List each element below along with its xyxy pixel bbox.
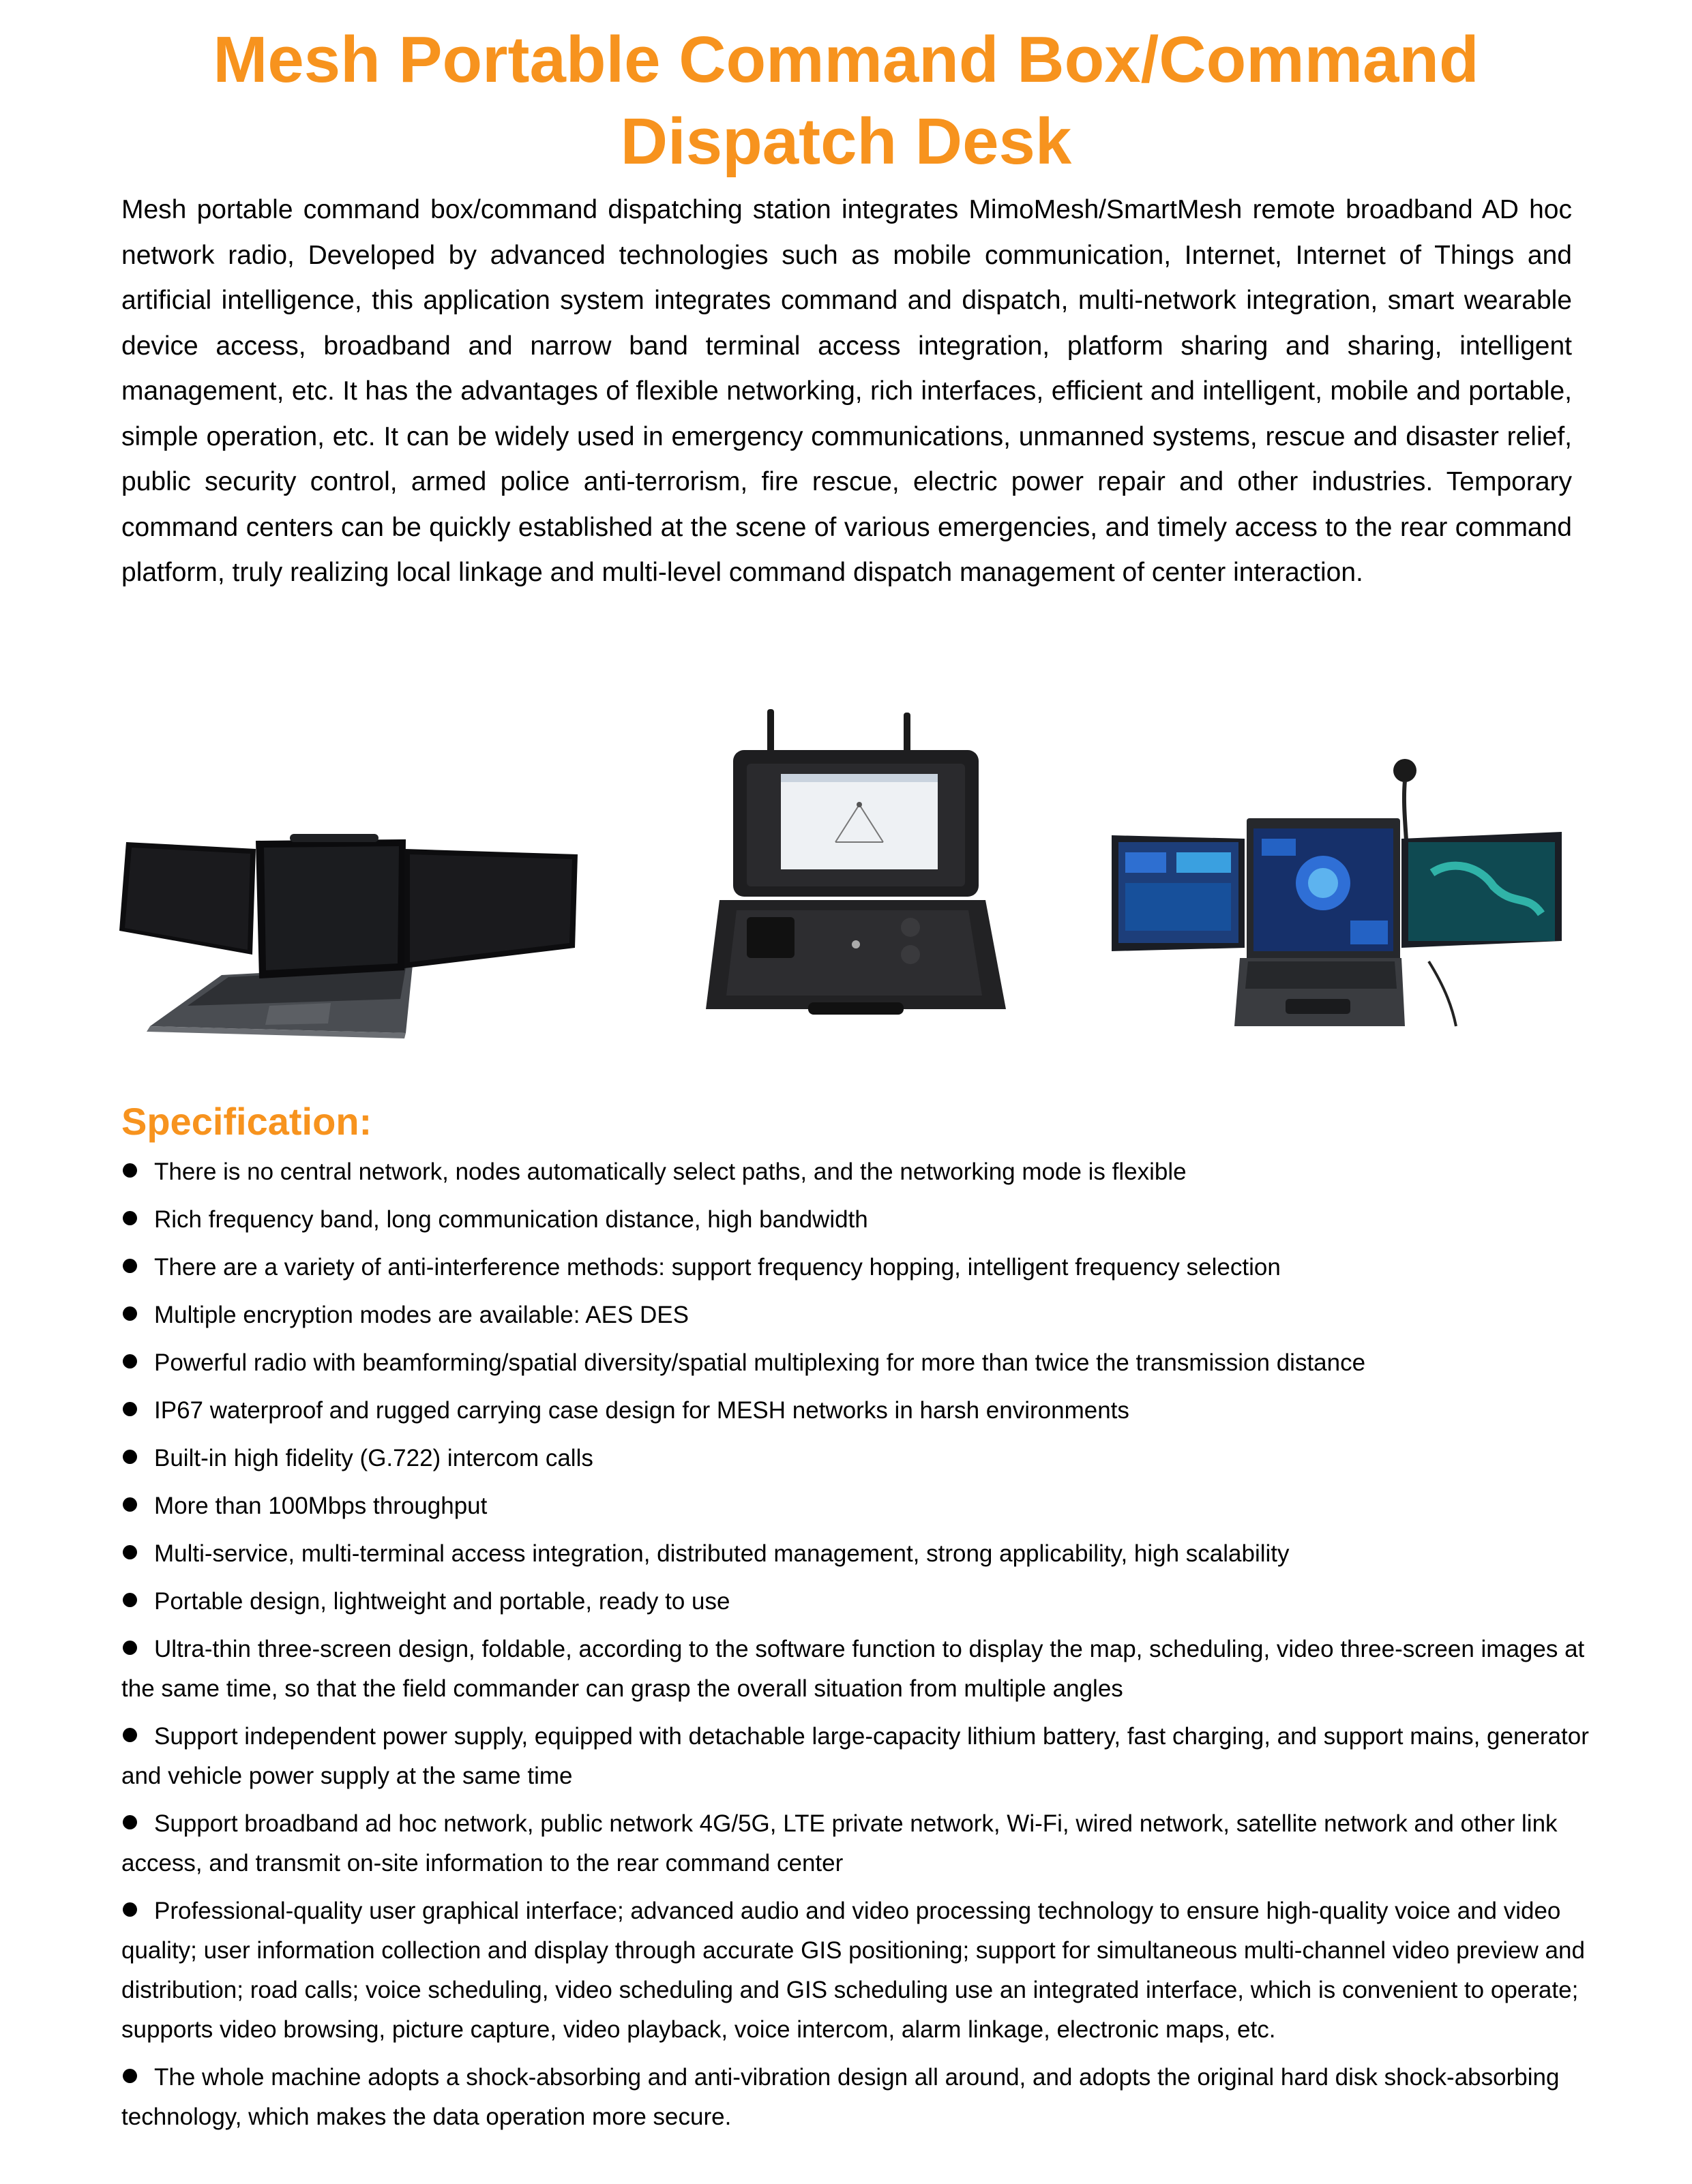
list-item — [121, 1804, 1594, 1883]
list-item — [121, 1891, 1594, 2050]
spec-text: The whole machine adopts a shock-absorbing and anti-vibration design all around, and adopts the original hard disk shock-absorbing technology, which makes the data operation more secure. — [121, 2064, 1560, 2130]
bullet-icon — [123, 1902, 137, 1917]
bullet-icon — [123, 1450, 137, 1464]
specification-list — [121, 1152, 1594, 2145]
list-item — [121, 1296, 1594, 1335]
bullet-icon — [123, 1728, 137, 1742]
spec-text: Support broadband ad hoc network, public network 4G/5G, LTE private network, Wi-Fi, wired network, satellite network and other link access, and transmit on-site information to the rear command center — [121, 1810, 1558, 1876]
spec-text: Powerful radio with beamforming/spatial diversity/spatial multiplexing for more than twice the transmission distance — [154, 1349, 1366, 1376]
laptop-with-microphone-image — [1112, 757, 1562, 1033]
spec-text: More than 100Mbps throughput — [154, 1493, 488, 1519]
list-item — [121, 1391, 1594, 1431]
spec-text: Ultra-thin three-screen design, foldable, according to the software function to display the map, scheduling, video three-screen images at the same time, so that the field commander can grasp the overall situation from multiple angles — [121, 1636, 1585, 1702]
spec-text: Rich frequency band, long communication distance, high bandwidth — [154, 1206, 868, 1233]
three-screen-laptop-image — [119, 822, 583, 1040]
list-item — [121, 1152, 1594, 1192]
list-item — [121, 1717, 1594, 1796]
intro-paragraph: Mesh portable command box/command dispatching station integrates MimoMesh/SmartMesh remote broadband AD hoc network radio, Developed by advanced technologies such as mobile communication, Internet, Internet of Things and artificial intelligence, this application system integrates command and dispatch, multi-network integration, smart wearable device access, broadband and narrow band terminal access integration, platform sharing and sharing, intelligent management, etc. It has the advantages of flexible networking, rich interfaces, efficient and intelligent, mobile and portable, simple operation, etc. It can be widely used in emergency communications, unmanned systems, rescue and disaster relief, public security control, armed police anti-terrorism, fire rescue, electric power repair and other industries. Temporary command centers can be quickly established at the scene of various emergencies, and timely access to the rear command platform, truly realizing local linkage and multi-level command dispatch management of center interaction. — [121, 195, 1572, 587]
list-item — [121, 1439, 1594, 1478]
spec-text: Multiple encryption modes are available: AES DES — [154, 1302, 689, 1328]
bullet-icon — [123, 1497, 137, 1512]
spec-text: IP67 waterproof and rugged carrying case design for MESH networks in harsh environments — [154, 1397, 1129, 1424]
spec-text: Multi-service, multi-terminal access integration, distributed management, strong applicability, high scalability — [154, 1540, 1290, 1567]
bullet-icon — [123, 1354, 137, 1368]
list-item — [121, 1630, 1594, 1709]
spec-text: There is no central network, nodes automatically select paths, and the networking mode is flexible — [154, 1158, 1187, 1185]
list-item — [121, 1200, 1594, 1240]
bullet-icon — [123, 1211, 137, 1225]
bullet-icon — [123, 1306, 137, 1321]
list-item — [121, 1343, 1594, 1383]
command-box-case-image — [706, 709, 1040, 1030]
spec-text: Support independent power supply, equipped with detachable large-capacity lithium battery, fast charging, and support mains, generator and vehicle power supply at the same time — [121, 1723, 1589, 1789]
bullet-icon — [123, 1641, 137, 1655]
page-title: Mesh Portable Command Box/Command Dispatch Desk — [213, 23, 1479, 178]
list-item — [121, 2058, 1594, 2137]
list-item — [121, 1248, 1594, 1287]
bullet-icon — [123, 1259, 137, 1273]
bullet-icon — [123, 1815, 137, 1829]
spec-text: There are a variety of anti-interference methods: support frequency hopping, intelligent frequency selection — [154, 1254, 1281, 1281]
spec-text: Built-in high fidelity (G.722) intercom calls — [154, 1445, 593, 1471]
spec-text: Portable design, lightweight and portable, ready to use — [154, 1588, 730, 1615]
spec-text: Professional-quality user graphical interface; advanced audio and video processing technology to ensure high-quality voice and video quality; user information collection and display through accurate GIS positioning; support for simultaneous multi-channel video preview and distribution; road calls; voice scheduling, video scheduling and GIS scheduling use an integrated interface, which is convenient to operate; supports video browsing, picture capture, video playback, voice intercom, alarm linkage, electronic maps, etc. — [121, 1898, 1585, 2043]
bullet-icon — [123, 1593, 137, 1607]
bullet-icon — [123, 1163, 137, 1178]
bullet-icon — [123, 1402, 137, 1416]
list-item — [121, 1582, 1594, 1621]
bullet-icon — [123, 1545, 137, 1559]
list-item — [121, 1486, 1594, 1526]
list-item — [121, 1534, 1594, 1574]
specification-heading: Specification: — [121, 1100, 372, 1143]
bullet-icon — [123, 2069, 137, 2083]
